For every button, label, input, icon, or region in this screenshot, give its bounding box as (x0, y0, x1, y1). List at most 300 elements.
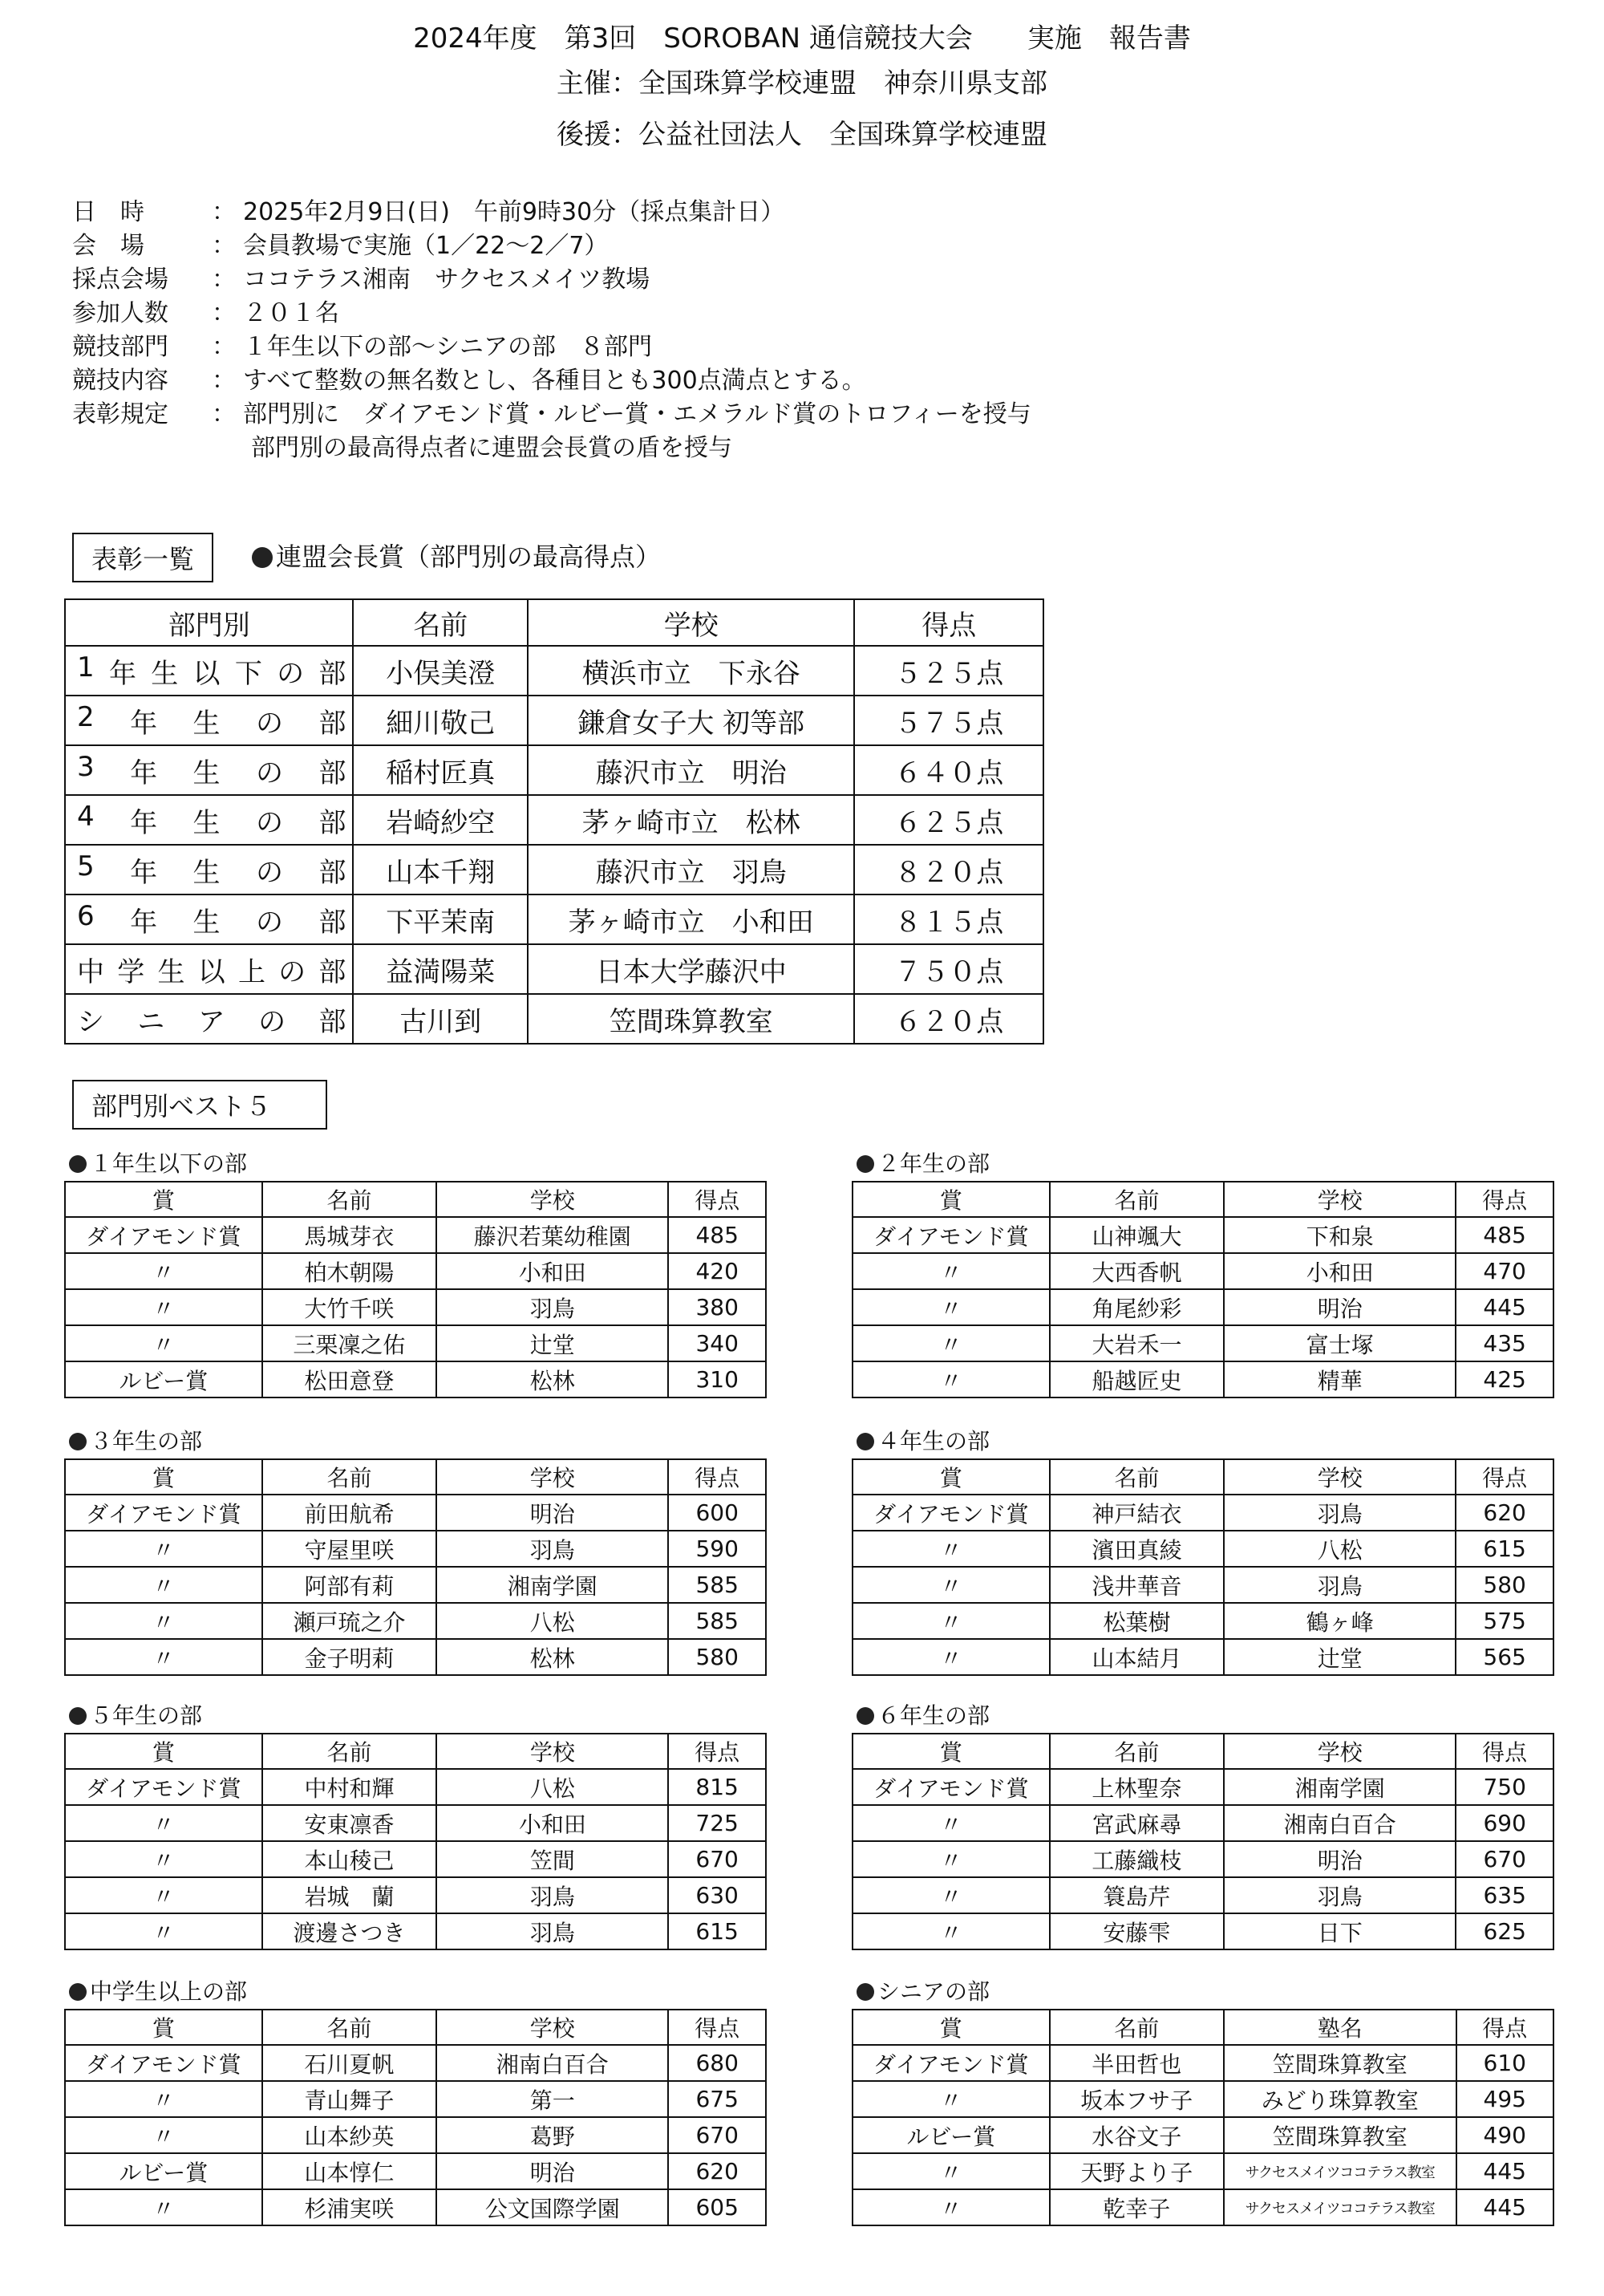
school-cell: 湘南白百合 (436, 2045, 668, 2081)
dept-char: 年 (130, 906, 158, 939)
award-cell: ルビー賞 (853, 2117, 1050, 2153)
table-header-row (853, 1182, 1553, 1217)
table-row (853, 2081, 1553, 2117)
name-cell: 益満陽菜 (353, 944, 528, 994)
score-cell: 310 (668, 1361, 766, 1397)
name-cell: 古川到 (353, 994, 528, 1044)
name-cell: 濱田真綾 (1050, 1531, 1225, 1567)
score-cell: 610 (1456, 2045, 1554, 2081)
column-header: 塾名 (1224, 2010, 1456, 2045)
dept-char: 部 (318, 1005, 346, 1038)
school-cell: 公文国際学園 (436, 2189, 668, 2225)
table-row (853, 1805, 1553, 1841)
award-cell: ダイアモンド賞 (65, 2045, 262, 2081)
dept-cell (65, 994, 353, 1044)
name-cell: 宮武麻尋 (1050, 1805, 1224, 1841)
dept-char: の (256, 757, 283, 789)
award-cell: 〃 (65, 1567, 262, 1603)
score-cell: ７５０点 (854, 944, 1043, 994)
school-cell: 笠間 (436, 1841, 668, 1877)
score-cell: 380 (668, 1289, 766, 1325)
school-cell: サクセスメイツココテラス教室 (1224, 2153, 1456, 2189)
info-label: 競技部門 (72, 333, 168, 361)
table-row (853, 2045, 1553, 2081)
bullet-icon (69, 1155, 87, 1173)
name-cell: 浅井華音 (1050, 1567, 1225, 1603)
column-header: 賞 (853, 1459, 1050, 1495)
score-cell: 575 (1456, 1603, 1553, 1639)
awards-subtitle-text: 連盟会長賞（部門別の最高得点） (276, 542, 662, 572)
award-cell: ダイアモンド賞 (853, 1217, 1050, 1253)
name-cell: 馬城芽衣 (262, 1217, 436, 1253)
table-row (65, 646, 1043, 696)
section-title-text: ６年生の部 (877, 1702, 990, 1729)
info-value: ココテラス湘南 サクセスメイツ教場 (243, 266, 650, 294)
column-header: 得点 (854, 599, 1043, 646)
name-cell: 神戸結衣 (1050, 1495, 1225, 1531)
table-row (65, 2045, 766, 2081)
dept-char: の (256, 856, 283, 889)
table-row (65, 1361, 766, 1397)
school-cell: 羽鳥 (1224, 1495, 1456, 1531)
dept-char: 生 (192, 707, 221, 740)
table-row (65, 994, 1043, 1044)
section-title-text: ２年生の部 (877, 1150, 990, 1177)
dept-char: の (277, 657, 305, 690)
name-cell: 山本惇仁 (262, 2153, 436, 2189)
score-cell: 445 (1456, 2153, 1554, 2189)
school-cell: 明治 (436, 1495, 668, 1531)
award-cell: 〃 (853, 1361, 1050, 1397)
score-cell: 585 (668, 1567, 766, 1603)
column-header: 賞 (65, 1734, 262, 1769)
awards-table (64, 598, 1044, 1045)
column-header: 名前 (353, 599, 528, 646)
section-title-text: ４年生の部 (877, 1428, 990, 1454)
dept-char: ア (197, 1005, 225, 1038)
school-cell: 日本大学藤沢中 (528, 944, 854, 994)
school-cell: 下和泉 (1224, 1217, 1456, 1253)
award-cell: ダイアモンド賞 (65, 1769, 262, 1805)
award-cell: 〃 (853, 2153, 1050, 2189)
school-cell: 八松 (1224, 1531, 1456, 1567)
column-header: 名前 (262, 1182, 436, 1217)
section-title (857, 1978, 990, 2006)
name-cell: 上林聖奈 (1050, 1769, 1224, 1805)
name-cell: 角尾紗彩 (1050, 1289, 1225, 1325)
table-row (65, 2153, 766, 2189)
dept-char: 6 (77, 899, 95, 932)
info-row (72, 432, 1031, 465)
table-row (65, 1325, 766, 1361)
dept-char: 年 (108, 657, 136, 690)
score-cell: 615 (1456, 1531, 1553, 1567)
info-row: 競技内容 ： すべて整数の無名数とし、各種目とも300点満点とする。 (72, 364, 1031, 398)
school-cell: 松林 (436, 1639, 668, 1675)
table-row (65, 696, 1043, 745)
table-row (853, 1531, 1553, 1567)
organizer-line: 主催：全国珠算学校連盟 神奈川県支部 (557, 67, 1047, 99)
column-header: 得点 (668, 1459, 766, 1495)
score-cell: 615 (668, 1913, 766, 1949)
table-header-row (65, 1182, 766, 1217)
column-header: 賞 (853, 2010, 1050, 2045)
table-header-row (65, 1734, 766, 1769)
award-cell: 〃 (65, 2081, 262, 2117)
name-cell: 金子明莉 (262, 1639, 437, 1675)
column-header: 得点 (668, 2010, 766, 2045)
school-cell: 小和田 (436, 1253, 668, 1289)
dept-cell (65, 795, 353, 845)
score-cell: 580 (1456, 1567, 1553, 1603)
column-header: 学校 (436, 2010, 668, 2045)
section-title-text: ５年生の部 (90, 1702, 203, 1729)
section-title (857, 1428, 990, 1455)
dept-char: ニ (137, 1005, 165, 1038)
info-label: 採点会場 (72, 266, 168, 294)
school-cell: 明治 (436, 2153, 668, 2189)
award-cell: 〃 (853, 1877, 1050, 1913)
award-cell: 〃 (65, 1325, 262, 1361)
info-extra: 部門別の最高得点者に連盟会長賞の盾を授与 (251, 434, 732, 462)
table-row (65, 1639, 766, 1675)
name-cell: 本山稜己 (262, 1841, 437, 1877)
score-cell: 815 (668, 1769, 766, 1805)
table-row (65, 2117, 766, 2153)
table-row (853, 1639, 1553, 1675)
dept-cell (65, 745, 353, 795)
score-cell: 635 (1456, 1877, 1553, 1913)
score-cell: 425 (1456, 1361, 1553, 1397)
dept-char: 生 (192, 757, 221, 789)
dept-char: 部 (318, 955, 346, 988)
score-cell: ８２０点 (854, 845, 1043, 894)
name-cell: 岩崎紗空 (353, 795, 528, 845)
dept-char: シ (77, 1005, 104, 1038)
best5-table (64, 1181, 767, 1398)
score-cell: 435 (1456, 1325, 1553, 1361)
score-cell: ６２０点 (854, 994, 1043, 1044)
name-cell: 渡邊さつき (262, 1913, 437, 1949)
name-cell: 山本千翔 (353, 845, 528, 894)
school-cell: 笠間珠算教室 (1224, 2117, 1456, 2153)
section-title-text: ３年生の部 (90, 1428, 203, 1454)
school-cell: 藤沢市立 明治 (528, 745, 854, 795)
section-title (857, 1150, 990, 1178)
dept-cell (65, 845, 353, 894)
score-cell: 340 (668, 1325, 766, 1361)
column-header: 賞 (853, 1182, 1050, 1217)
event-info (72, 196, 1031, 465)
bullet-icon (69, 1707, 87, 1725)
awards-box-label: 表彰一覧 (72, 533, 213, 582)
table-row (65, 1567, 766, 1603)
dept-char: 部 (318, 806, 346, 839)
school-cell: 湘南学園 (1224, 1769, 1456, 1805)
score-cell: 750 (1456, 1769, 1553, 1805)
award-cell: ダイアモンド賞 (853, 1769, 1050, 1805)
award-cell: 〃 (853, 1603, 1050, 1639)
school-cell: 葛野 (436, 2117, 668, 2153)
best5-table (64, 1458, 767, 1676)
dept-char: 1 (77, 651, 95, 684)
table-row (65, 1531, 766, 1567)
table-row (65, 894, 1043, 944)
school-cell: 精華 (1224, 1361, 1456, 1397)
bullet-icon (69, 1433, 87, 1450)
name-cell: 大岩禾一 (1050, 1325, 1225, 1361)
info-label: 会 場 (72, 232, 144, 260)
table-row (65, 2189, 766, 2225)
column-header: 得点 (1456, 1734, 1553, 1769)
table-row (853, 1769, 1553, 1805)
table-row (853, 1361, 1553, 1397)
score-cell: 675 (668, 2081, 766, 2117)
school-cell: 羽鳥 (436, 1289, 668, 1325)
column-header: 賞 (853, 1734, 1050, 1769)
table-row (65, 1913, 766, 1949)
dept-char: 生 (151, 657, 179, 690)
column-header: 学校 (436, 1459, 668, 1495)
info-value: 会員教場で実施（1／22〜2／7） (243, 232, 609, 260)
award-cell: ルビー賞 (65, 1361, 262, 1397)
info-row: 日 時 ： 2025年2月9日(日) 午前9時30分（採点集計日） (72, 196, 1031, 229)
score-cell: 565 (1456, 1639, 1553, 1675)
name-cell: 大竹千咲 (262, 1289, 436, 1325)
name-cell: 柏木朝陽 (262, 1253, 436, 1289)
section-title-text: 中学生以上の部 (90, 1978, 248, 2005)
supporter-line: 後援：公益社団法人 全国珠算学校連盟 (557, 119, 1047, 151)
score-cell: 485 (1456, 1217, 1553, 1253)
score-cell: 680 (668, 2045, 766, 2081)
report-title: 2024年度 第3回 SOROBAN 通信競技大会 実施 報告書 (413, 22, 1191, 55)
score-cell: 585 (668, 1603, 766, 1639)
score-cell: 725 (668, 1805, 766, 1841)
table-row (65, 1603, 766, 1639)
name-cell: 坂本フサ子 (1050, 2081, 1224, 2117)
dept-char: 部 (318, 707, 346, 740)
name-cell: 守屋里咲 (262, 1531, 437, 1567)
dept-char: 部 (318, 906, 346, 939)
table-row (853, 1603, 1553, 1639)
name-cell: 安藤雫 (1050, 1913, 1224, 1949)
score-cell: 670 (668, 2117, 766, 2153)
table-row (65, 1253, 766, 1289)
name-cell: 山本紗英 (262, 2117, 436, 2153)
column-header: 得点 (1456, 1459, 1553, 1495)
name-cell: 岩城 蘭 (262, 1877, 437, 1913)
school-cell: 辻堂 (1224, 1639, 1456, 1675)
column-header: 賞 (65, 2010, 262, 2045)
table-row (853, 1877, 1553, 1913)
score-cell: ８１５点 (854, 894, 1043, 944)
award-cell: 〃 (853, 1253, 1050, 1289)
info-row: 競技部門 ： １年生以下の部〜シニアの部 ８部門 (72, 331, 1031, 364)
school-cell: 笠間珠算教室 (1224, 2045, 1456, 2081)
column-header: 名前 (1050, 1459, 1225, 1495)
name-cell: 松葉樹 (1050, 1603, 1225, 1639)
dept-char: 以 (192, 657, 221, 690)
school-cell: 湘南学園 (436, 1567, 668, 1603)
dept-cell (65, 696, 353, 745)
table-row (853, 1217, 1553, 1253)
award-cell: ダイアモンド賞 (853, 2045, 1050, 2081)
award-cell: ダイアモンド賞 (853, 1495, 1050, 1531)
award-cell: 〃 (65, 1639, 262, 1675)
column-header: 名前 (1050, 1182, 1225, 1217)
award-cell: 〃 (853, 1805, 1050, 1841)
table-row (65, 795, 1043, 845)
score-cell: 605 (668, 2189, 766, 2225)
table-row (853, 1253, 1553, 1289)
table-row (65, 1289, 766, 1325)
score-cell: 670 (1456, 1841, 1553, 1877)
school-cell: 小和田 (436, 1805, 668, 1841)
award-cell: 〃 (853, 1913, 1050, 1949)
name-cell: 細川敬己 (353, 696, 528, 745)
dept-char: 下 (234, 657, 262, 690)
column-header: 賞 (65, 1459, 262, 1495)
column-header: 名前 (262, 2010, 436, 2045)
best5-table (64, 1733, 767, 1950)
section-title (857, 1702, 990, 1730)
name-cell: 船越匠史 (1050, 1361, 1225, 1397)
bullet-icon (252, 547, 273, 568)
score-cell: 485 (668, 1217, 766, 1253)
name-cell: 稲村匠真 (353, 745, 528, 795)
info-label: 表彰規定 (72, 400, 168, 428)
name-cell: 石川夏帆 (262, 2045, 436, 2081)
bullet-icon (69, 1983, 87, 2001)
column-header: 学校 (436, 1182, 668, 1217)
section-title (69, 1702, 202, 1730)
score-cell: 445 (1456, 1289, 1553, 1325)
award-cell: 〃 (65, 1531, 262, 1567)
info-value: 部門別に ダイアモンド賞・ルビー賞・エメラルド賞のトロフィーを授与 (243, 400, 1031, 428)
award-cell: 〃 (853, 1639, 1050, 1675)
dept-char: 以 (197, 955, 225, 988)
school-cell: 湘南白百合 (1224, 1805, 1456, 1841)
table-row (65, 2081, 766, 2117)
column-header: 得点 (668, 1182, 766, 1217)
name-cell: 半田哲也 (1050, 2045, 1224, 2081)
dept-char: 部 (318, 657, 346, 690)
dept-char: 生 (192, 906, 221, 939)
school-cell: 羽鳥 (1224, 1567, 1456, 1603)
school-cell: 明治 (1224, 1289, 1456, 1325)
section-title (69, 1150, 247, 1178)
table-row (65, 1841, 766, 1877)
school-cell: 茅ヶ崎市立 小和田 (528, 894, 854, 944)
bullet-icon (857, 1707, 874, 1725)
dept-char: 3 (77, 750, 95, 783)
score-cell: ６２５点 (854, 795, 1043, 845)
info-value: すべて整数の無名数とし、各種目とも300点満点とする。 (243, 367, 866, 395)
award-cell: 〃 (65, 2117, 262, 2153)
dept-char: の (256, 806, 283, 839)
award-cell: 〃 (65, 1805, 262, 1841)
bullet-icon (857, 1983, 874, 2001)
name-cell: 前田航希 (262, 1495, 437, 1531)
column-header: 名前 (262, 1734, 437, 1769)
award-cell: 〃 (65, 1289, 262, 1325)
school-cell: 羽鳥 (436, 1877, 668, 1913)
bullet-icon (857, 1433, 874, 1450)
score-cell: 470 (1456, 1253, 1553, 1289)
info-value: １年生以下の部〜シニアの部 ８部門 (243, 333, 652, 361)
school-cell: 八松 (436, 1769, 668, 1805)
column-header: 学校 (1224, 1459, 1456, 1495)
score-cell: 670 (668, 1841, 766, 1877)
name-cell: 松田意登 (262, 1361, 436, 1397)
dept-char: 中 (77, 955, 104, 988)
dept-char: 年 (130, 757, 158, 789)
dept-char: 年 (130, 806, 158, 839)
best5-table (852, 1181, 1554, 1398)
dept-char: 5 (77, 850, 95, 882)
best5-table (64, 2009, 767, 2226)
table-row (853, 2189, 1553, 2225)
column-header: 部門別 (65, 599, 353, 646)
school-cell: 第一 (436, 2081, 668, 2117)
school-cell: 茅ヶ崎市立 松林 (528, 795, 854, 845)
dept-char: 4 (77, 800, 95, 833)
info-row: 表彰規定 ： 部門別に ダイアモンド賞・ルビー賞・エメラルド賞のトロフィーを授与 (72, 398, 1031, 432)
school-cell: 小和田 (1224, 1253, 1456, 1289)
score-cell: 490 (1456, 2117, 1554, 2153)
school-cell: 富士塚 (1224, 1325, 1456, 1361)
table-row (853, 1567, 1553, 1603)
table-row (65, 1769, 766, 1805)
best5-table (852, 1458, 1554, 1676)
award-cell: 〃 (65, 1913, 262, 1949)
column-header: 名前 (1050, 2010, 1224, 2045)
score-cell: ５７５点 (854, 696, 1043, 745)
info-row: 採点会場 ： ココテラス湘南 サクセスメイツ教場 (72, 263, 1031, 297)
award-cell: 〃 (853, 2189, 1050, 2225)
dept-char: の (278, 955, 306, 988)
info-row: 参加人数 ： ２０１名 (72, 297, 1031, 331)
name-cell: 工藤織枝 (1050, 1841, 1224, 1877)
school-cell: サクセスメイツココテラス教室 (1224, 2189, 1456, 2225)
column-header: 得点 (1456, 1182, 1553, 1217)
school-cell: 笠間珠算教室 (528, 994, 854, 1044)
column-header: 学校 (1224, 1182, 1456, 1217)
table-header-row (65, 2010, 766, 2045)
school-cell: 羽鳥 (1224, 1877, 1456, 1913)
dept-char: の (256, 707, 283, 740)
best5-table (852, 1733, 1554, 1950)
score-cell: 580 (668, 1639, 766, 1675)
dept-cell (65, 894, 353, 944)
section-title (69, 1428, 202, 1455)
score-cell: 620 (668, 2153, 766, 2189)
table-header-row (853, 1459, 1553, 1495)
dept-cell (65, 646, 353, 696)
name-cell: 大西香帆 (1050, 1253, 1225, 1289)
name-cell: 山神颯大 (1050, 1217, 1225, 1253)
school-cell: 藤沢市立 羽鳥 (528, 845, 854, 894)
info-label: 競技内容 (72, 367, 168, 395)
bullet-icon (857, 1155, 874, 1173)
best5-table (852, 2009, 1554, 2226)
name-cell: 水谷文子 (1050, 2117, 1224, 2153)
award-cell: 〃 (853, 1841, 1050, 1877)
table-row (853, 1289, 1553, 1325)
name-cell: 中村和輝 (262, 1769, 437, 1805)
column-header: 名前 (1050, 1734, 1224, 1769)
section-title-text: １年生以下の部 (90, 1150, 248, 1177)
